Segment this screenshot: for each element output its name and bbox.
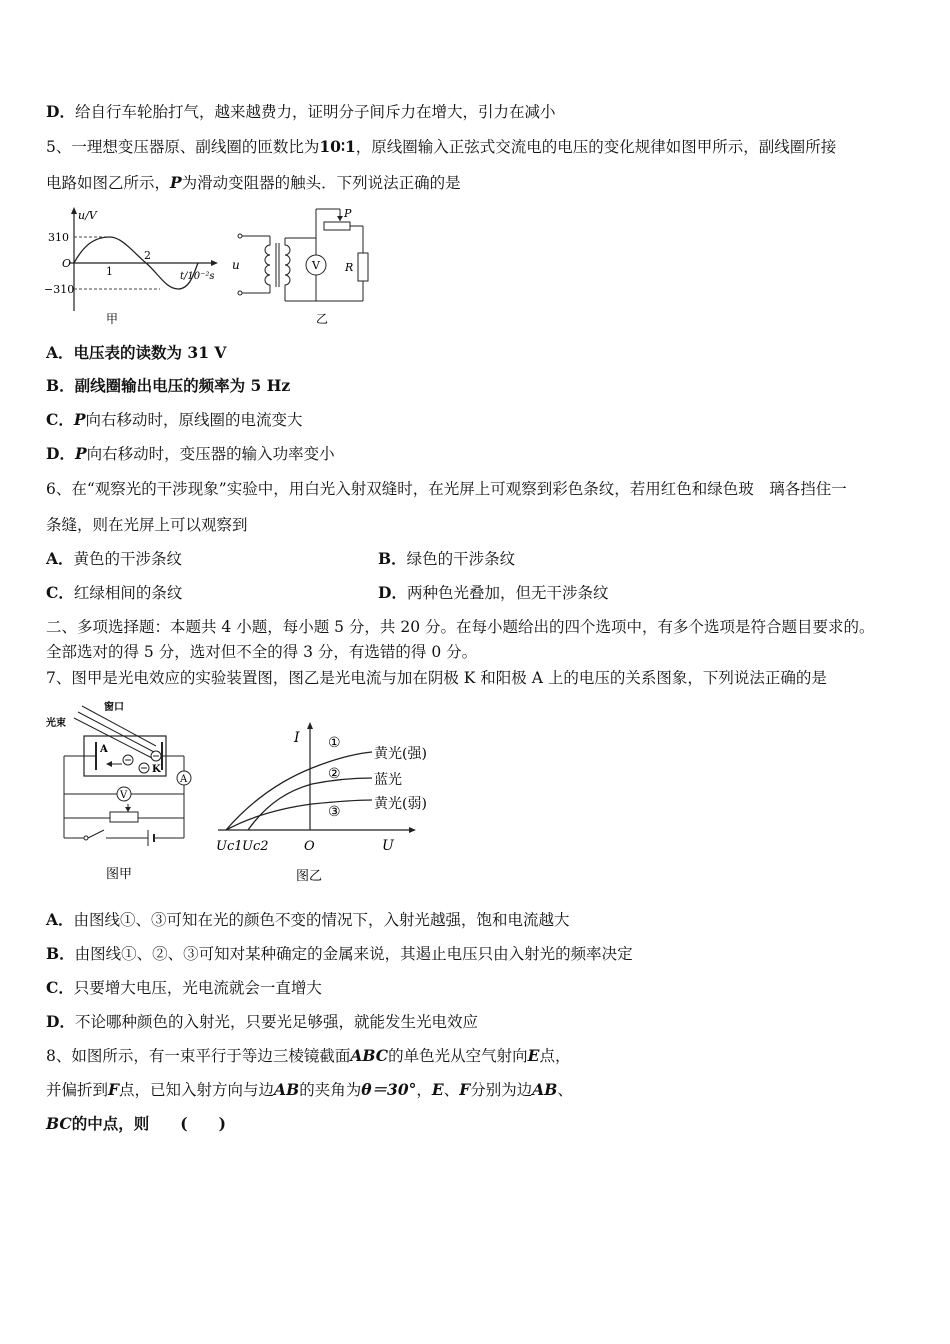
q8-text: 8、如图所示，有一束平行于等边三棱镜截面 — [46, 1047, 351, 1065]
option-label: C． — [46, 583, 74, 602]
option-text: 红绿相间的条纹 — [73, 584, 183, 602]
q7-option-c — [46, 978, 322, 998]
option-text: 两种色光叠加，但无干涉条纹 — [406, 584, 609, 602]
q8-text: 并偏折到 — [46, 1081, 109, 1099]
q8-symbol: F — [108, 1080, 120, 1099]
q7-option-a — [46, 910, 570, 930]
q8-symbol: BC — [46, 1114, 72, 1133]
q6-stem-text: 6、在“观察光的干涉现象”实验中，用白光入射双缝时，在光屏上可观察到彩色条纹，若用红色和绿色玻 璃各挡住一 — [46, 480, 847, 498]
q5-ratio: 10∶1 — [319, 137, 356, 156]
q4-option-d — [46, 102, 555, 122]
axis-label-u: u/V — [78, 209, 97, 222]
q8-text: 、 — [557, 1081, 573, 1099]
q8-symbol: ABC — [350, 1046, 389, 1065]
option-label: A． — [46, 910, 74, 929]
option-label: B． — [46, 376, 75, 395]
q8-symbol: θ＝30° — [361, 1080, 417, 1099]
option-text: 由图线①、②、③可知对某种确定的金属来说，其遏止电压只由入射光的频率决定 — [74, 945, 633, 963]
q5-stem-text: 5、一理想变压器原、副线圈的匝数比为 — [46, 138, 320, 156]
q5-stem-line2 — [46, 173, 461, 193]
q8-text: 、 — [443, 1081, 460, 1099]
q5-stem-line1 — [46, 137, 836, 157]
uc2-label: Uc2 — [242, 839, 269, 854]
option-text: 给自行车轮胎打气，越来越费力，证明分子间斥力在增大，引力在减小 — [74, 103, 556, 121]
axis-i-label: I — [294, 730, 300, 746]
beam-label: 光束 — [46, 718, 66, 729]
option-text: 向右移动时，原线圈的电流变大 — [85, 411, 303, 429]
option-text: 电压表的读数为 31 V — [73, 343, 227, 362]
q8-text: 的中点，则 ( ) — [71, 1114, 226, 1133]
curve-3 — [226, 800, 372, 830]
uc1-label: Uc1 — [216, 839, 243, 854]
q6-stem-line1 — [46, 479, 847, 499]
caption-yi: 乙 — [316, 312, 329, 326]
slider-p-label: P — [344, 207, 352, 220]
option-label: B． — [46, 944, 75, 963]
option-label: A． — [46, 549, 74, 568]
q8-stem-line1 — [46, 1046, 571, 1066]
q7-figure-yi — [212, 720, 452, 890]
axis-label-t: t/10⁻²s — [180, 271, 215, 282]
q5-p-symbol: P — [170, 173, 182, 192]
cathode-k-label: K — [152, 764, 161, 775]
q8-symbol: AB — [532, 1080, 558, 1099]
option-label: C． — [46, 978, 74, 997]
curve-1-marker: ① — [328, 735, 341, 751]
caption-fig-yi: 图乙 — [296, 869, 323, 884]
q6-option-c — [46, 583, 182, 603]
q7-figure-jia — [44, 698, 204, 888]
q5-stem-text: 电路如图乙所示， — [46, 174, 171, 192]
q6-option-d — [378, 583, 608, 603]
curve-3-marker: ③ — [328, 804, 341, 820]
curve-1 — [226, 752, 372, 830]
voltmeter-label: V — [312, 259, 320, 272]
q8-text: 的单色光从空气射向 — [388, 1047, 528, 1065]
q5-stem-text: 为滑动变阻器的触头．下列说法正确的是 — [181, 174, 461, 192]
curve-3-legend: 黄光(弱) — [374, 796, 427, 812]
ammeter-label: A — [180, 774, 188, 785]
origin-label: O — [62, 257, 72, 270]
option-label: A． — [46, 343, 74, 362]
anode-a-label: A — [100, 744, 108, 755]
option-text: 黄色的干涉条纹 — [73, 550, 183, 568]
section2-line1 — [46, 617, 875, 637]
q7-stem-text: 7、图甲是光电效应的实验装置图，图乙是光电流与加在阴极 K 和阳极 A 上的电压的关系图象，下列说法正确的是 — [46, 669, 827, 687]
option-text: 向右移动时，变压器的输入功率变小 — [86, 445, 335, 463]
tick-310: 310 — [48, 231, 69, 244]
option-text: 由图线①、③可知在光的颜色不变的情况下，入射光越强，饱和电流越大 — [73, 911, 570, 929]
q8-stem-line2 — [46, 1080, 573, 1100]
resistor-r-label: R — [345, 261, 354, 274]
voltmeter-label: V — [120, 790, 128, 801]
option-label: D． — [378, 583, 407, 602]
q8-symbol: E — [527, 1046, 540, 1065]
q5-option-c — [46, 410, 303, 430]
option-text: 只要增大电压，光电流就会一直增大 — [73, 979, 322, 997]
option-label: B． — [378, 549, 407, 568]
curve-2-legend: 蓝光 — [374, 772, 402, 788]
tick-1: 1 — [106, 265, 113, 278]
q8-symbol: AB — [274, 1080, 300, 1099]
q5-figure-yi — [228, 203, 378, 328]
q7-option-b — [46, 944, 633, 964]
q5-figure-jia — [44, 203, 224, 328]
q8-symbol: F — [459, 1080, 471, 1099]
option-label: D． — [46, 1012, 75, 1031]
q8-text: 点， — [539, 1047, 571, 1065]
q8-symbol: E — [431, 1080, 444, 1099]
option-p-symbol: P — [73, 410, 86, 429]
q8-text: 分别为边 — [470, 1081, 533, 1099]
q5-option-d — [46, 444, 335, 464]
curve-2-marker: ② — [328, 766, 341, 782]
option-text: 副线圈输出电压的频率为 5 Hz — [74, 376, 291, 395]
q5-stem-text: ，原线圈输入正弦式交流电的电压的变化规律如图甲所示，副线圈所接 — [355, 138, 837, 156]
section-text: 二、多项选择题：本题共 4 小题，每小题 5 分，共 20 分。在每小题给出的四个选项中，有多个选项是符合题目要求的。 — [46, 618, 875, 636]
q7-option-d — [46, 1012, 478, 1032]
origin-o-label: O — [304, 839, 315, 854]
q6-option-b — [378, 549, 515, 569]
caption-jia: 甲 — [106, 312, 119, 326]
window-label: 窗口 — [104, 702, 124, 713]
q5-option-b — [46, 376, 290, 396]
tick-2: 2 — [144, 249, 151, 262]
option-label: D． — [46, 102, 75, 121]
q6-stem-text: 条缝，则在光屏上可以观察到 — [46, 516, 248, 534]
q8-stem-line3 — [46, 1114, 226, 1134]
option-label: C． — [46, 410, 74, 429]
option-text: 不论哪种颜色的入射光，只要光足够强，就能发生光电效应 — [74, 1013, 478, 1031]
option-text: 绿色的干涉条纹 — [406, 550, 516, 568]
q6-option-a — [46, 549, 182, 569]
q8-text: 的夹角为 — [299, 1081, 362, 1099]
section-text: 全部选对的得 5 分，选对但不全的得 3 分，有选错的得 0 分。 — [46, 643, 478, 661]
input-u-label: u — [232, 258, 240, 272]
caption-fig-jia: 图甲 — [106, 867, 133, 882]
q5-option-a — [46, 343, 226, 363]
tick-neg310: −310 — [44, 283, 75, 296]
q7-stem — [46, 668, 827, 688]
option-label: D． — [46, 444, 75, 463]
option-p-symbol: P — [74, 444, 87, 463]
section2-line2 — [46, 642, 477, 662]
q8-text: 点，已知入射方向与边 — [119, 1081, 275, 1099]
axis-u-label: U — [382, 838, 394, 854]
curve-1-legend: 黄光(强) — [374, 746, 427, 762]
q8-text: ， — [416, 1081, 432, 1099]
q6-stem-line2 — [46, 515, 248, 535]
